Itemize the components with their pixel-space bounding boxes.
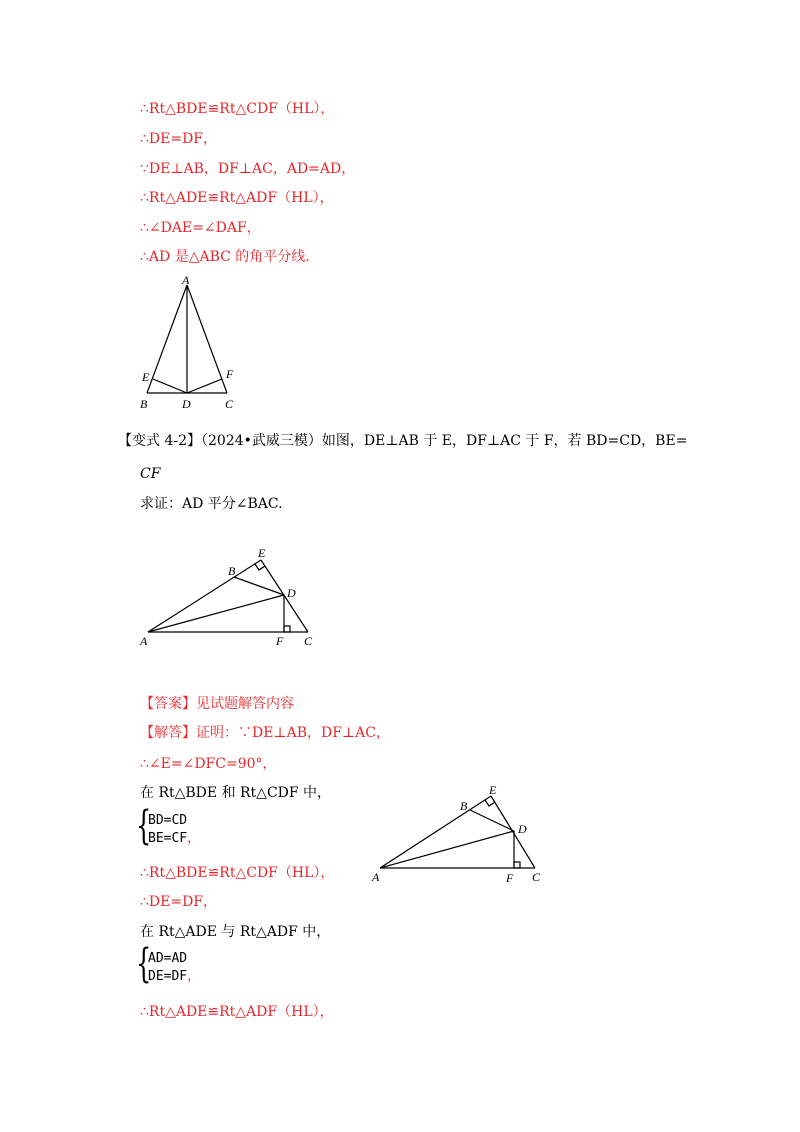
label-d: D	[182, 397, 191, 411]
figure-problem	[138, 545, 348, 655]
solution-step-1: ∴∠E=∠DFC=90°，	[140, 756, 277, 772]
figure-answer	[370, 782, 560, 887]
segment-ac	[187, 285, 227, 393]
label-c: C	[532, 870, 541, 884]
segment-ec	[491, 796, 535, 868]
equation-system-1	[136, 803, 216, 852]
label-f: F	[226, 367, 234, 381]
solution-step-5: 在 Rt△ADE 与 Rt△ADF 中，	[140, 924, 331, 940]
problem-line-2: CF	[140, 466, 161, 482]
proof-line-6: ∴AD 是△ABC 的角平分线.	[140, 249, 310, 265]
proof-line-4: ∴Rt△ADE≌Rt△ADF（HL），	[140, 190, 334, 206]
system-2-comma: ，	[187, 969, 201, 984]
segment-de	[153, 379, 187, 393]
brace-symbol: {	[136, 941, 152, 987]
segment-ab	[147, 285, 187, 393]
proof-line-5: ∴∠DAE=∠DAF，	[140, 220, 261, 236]
segment-bd	[234, 577, 284, 595]
problem-title: 【变式 4-2】（2024•武威三模）如图，DE⊥AB 于 E，DF⊥AC 于 F，若 BD=CD，BE=	[118, 433, 688, 449]
label-e: E	[142, 370, 150, 384]
proof-line-2: ∴DE=DF，	[140, 131, 218, 147]
label-b: B	[460, 799, 468, 813]
proof-line-3: ∵DE⊥AB，DF⊥AC，AD=AD，	[140, 161, 356, 177]
segment-ae	[380, 796, 491, 868]
answer-label: 【答案】见试题解答内容	[140, 696, 294, 712]
segment-ad	[148, 595, 284, 632]
solution-start: 【解答】证明：∵DE⊥AB，DF⊥AC，	[140, 725, 390, 741]
figure-triangle-abc	[135, 275, 255, 410]
label-c: C	[225, 397, 234, 411]
equation-system-2	[136, 941, 216, 990]
segment-ae	[148, 560, 261, 632]
system-2-eq-2: DE=DF	[148, 969, 188, 984]
segment-ad	[380, 831, 514, 868]
problem-prove: 求证：AD 平分∠BAC.	[140, 496, 283, 512]
right-angle-f	[284, 626, 290, 632]
label-e: E	[258, 546, 266, 560]
label-d: D	[287, 586, 296, 600]
proof-line-1: ∴Rt△BDE≌Rt△CDF（HL），	[140, 101, 335, 117]
system-1-comma: ，	[187, 831, 201, 846]
system-2-eq-1: AD=AD	[148, 951, 188, 966]
solution-step-2: 在 Rt△BDE 和 Rt△CDF 中，	[140, 785, 332, 801]
system-1-eq-1: BD=CD	[148, 813, 188, 828]
label-d: D	[518, 822, 527, 836]
label-a: A	[140, 634, 148, 648]
segment-df	[187, 379, 222, 393]
label-a: A	[372, 870, 380, 884]
solution-step-6: ∴Rt△ADE≌Rt△ADF（HL），	[140, 1004, 334, 1020]
label-a: A	[182, 273, 190, 287]
label-e: E	[489, 783, 497, 797]
solution-step-3: ∴Rt△BDE≌Rt△CDF（HL），	[140, 865, 335, 881]
segment-bd	[470, 810, 514, 831]
solution-step-4: ∴DE=DF，	[140, 894, 218, 910]
right-angle-f	[514, 862, 520, 868]
label-b: B	[228, 564, 236, 578]
label-f: F	[506, 871, 514, 885]
label-c: C	[304, 634, 313, 648]
brace-symbol: {	[136, 803, 152, 849]
label-b: B	[140, 397, 148, 411]
label-f: F	[276, 634, 284, 648]
system-1-eq-2: BE=CF	[148, 831, 188, 846]
